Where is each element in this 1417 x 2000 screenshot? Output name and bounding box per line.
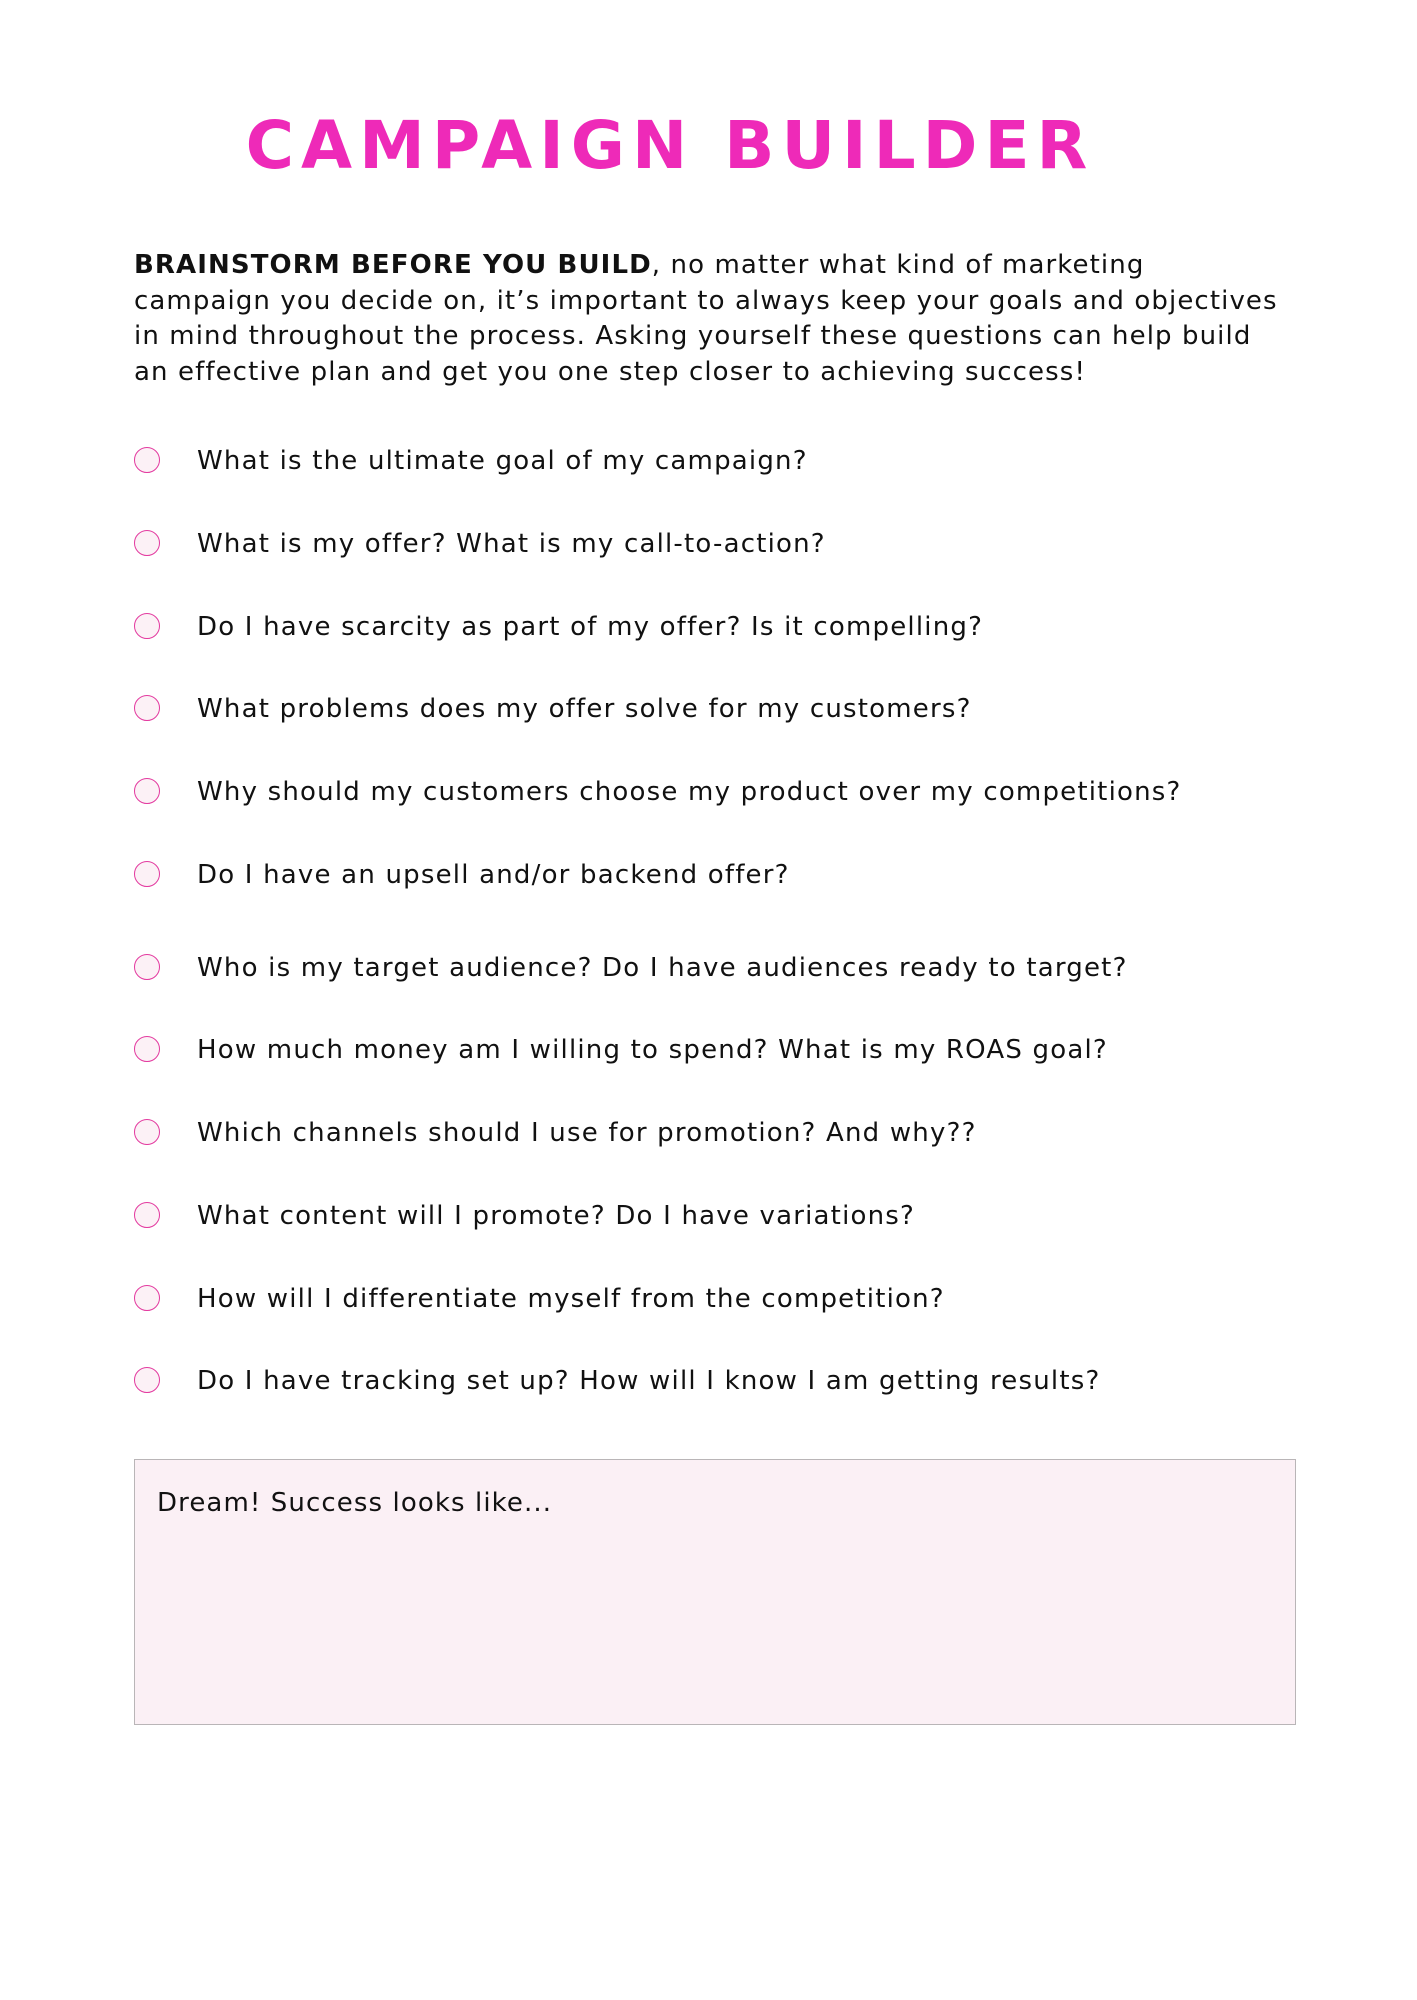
checklist-item [134,953,1234,993]
checklist-item [134,860,1234,900]
checkbox-circle-icon[interactable] [134,861,160,887]
checklist-item-label: Do I have scarcity as part of my offer? Is it compelling? [197,612,984,642]
intro-paragraph [134,248,1284,390]
checkbox-circle-icon[interactable] [134,1285,160,1311]
checkbox-circle-icon[interactable] [134,1202,160,1228]
checkbox-circle-icon[interactable] [134,954,160,980]
checkbox-circle-icon[interactable] [134,778,160,804]
checkbox-circle-icon[interactable] [134,1367,160,1393]
intro-text: , no matter what kind of marketing campaign you decide on, it’s important to always keep your goals and objectives in mind throughout the process. Asking yourself these questions can help build an effective plan and get you one step closer to achieving success! [134,250,1278,387]
dream-box-label: Dream! Success looks like... [157,1488,553,1518]
checklist-item-label: Who is my target audience? Do I have audiences ready to target? [197,953,1128,983]
checklist-item [134,1118,1234,1158]
checklist-item-label: What is the ultimate goal of my campaign? [197,446,808,476]
checkbox-circle-icon[interactable] [134,613,160,639]
dream-success-box[interactable] [134,1459,1296,1725]
checklist-item-label: Do I have tracking set up? How will I know I am getting results? [197,1366,1101,1396]
checklist-item-label: How will I differentiate myself from the competition? [197,1284,945,1314]
checklist-item [134,1284,1234,1324]
checklist-item [134,446,1234,486]
checkbox-circle-icon[interactable] [134,447,160,473]
checklist-item [134,694,1234,734]
checklist-item-label: Which channels should I use for promotion? And why?? [197,1118,977,1148]
checklist-item [134,777,1234,817]
checklist-item-label: What content will I promote? Do I have variations? [197,1201,916,1231]
intro-lead: BRAINSTORM BEFORE YOU BUILD [134,250,652,280]
checklist-item-label: What problems does my offer solve for my customers? [197,694,972,724]
checklist-item [134,1366,1234,1406]
checkbox-circle-icon[interactable] [134,530,160,556]
checkbox-circle-icon[interactable] [134,1119,160,1145]
checkbox-circle-icon[interactable] [134,695,160,721]
checklist-item-label: What is my offer? What is my call-to-action? [197,529,826,559]
checklist-item-label: How much money am I willing to spend? What is my ROAS goal? [197,1035,1108,1065]
checklist-item-label: Why should my customers choose my product over my competitions? [197,777,1182,807]
checklist-item [134,1035,1234,1075]
checklist-item [134,1201,1234,1241]
checklist-item [134,612,1234,652]
page-title: CAMPAIGN BUILDER [245,107,1095,184]
checklist-item [134,529,1234,569]
checklist-item-label: Do I have an upsell and/or backend offer? [197,860,790,890]
checkbox-circle-icon[interactable] [134,1036,160,1062]
